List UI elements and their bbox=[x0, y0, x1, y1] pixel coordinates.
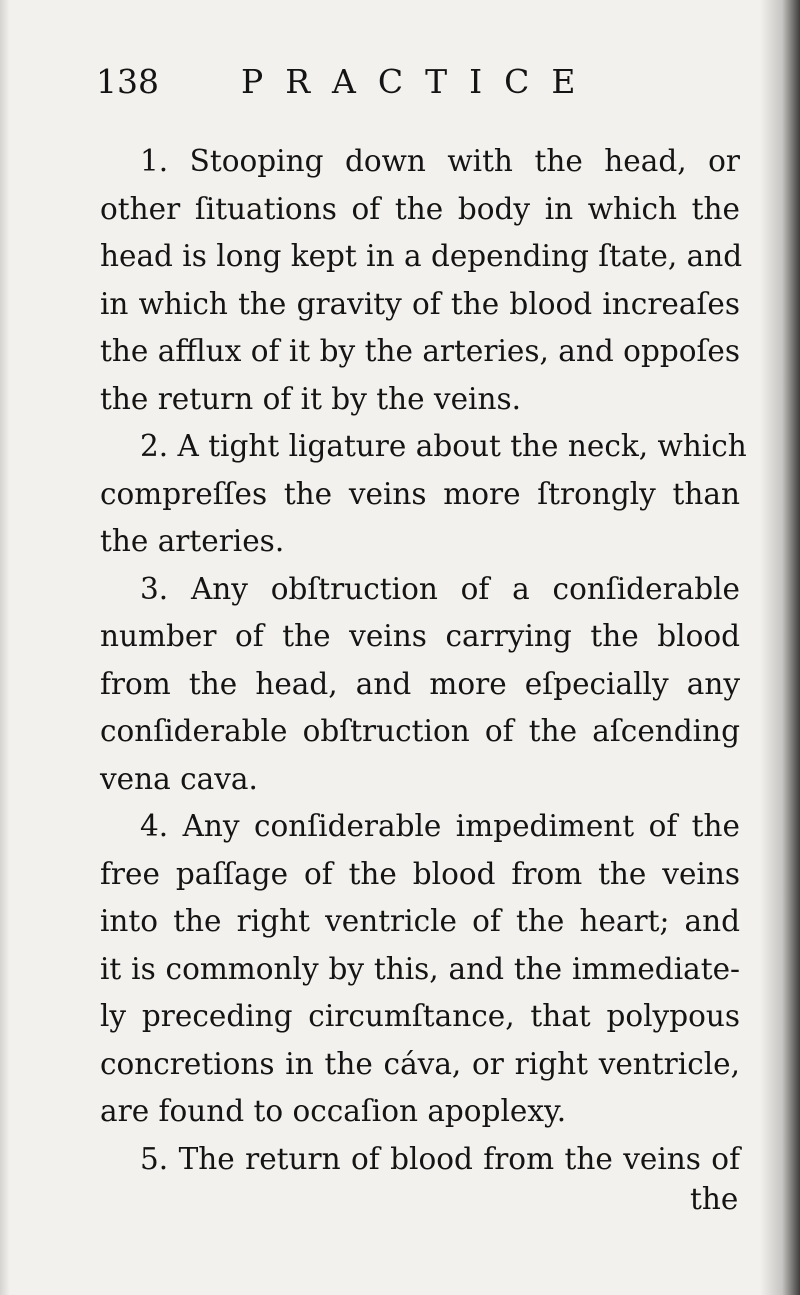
running-head: PRACTICE bbox=[241, 62, 598, 101]
text-line: are found to occaſion apoplexy. bbox=[100, 1094, 567, 1128]
text-line: in which the gravity of the blood increaſes bbox=[100, 286, 740, 321]
text-line: other ſituations of the body in which the bbox=[100, 191, 740, 226]
text-line: the return of it by the veins. bbox=[100, 381, 521, 416]
text-line: the arteries. bbox=[100, 524, 285, 558]
page-edge-shadow bbox=[760, 0, 800, 1295]
text-line: 1. Stooping down with the head, or bbox=[140, 144, 740, 178]
body-text bbox=[100, 138, 747, 1183]
text-line: 5. The return of blood from the veins of bbox=[140, 1141, 740, 1176]
text-line: compreſſes the veins more ſtrongly than bbox=[100, 476, 740, 511]
text-line: number of the veins carrying the blood bbox=[100, 619, 740, 653]
text-line: conſiderable obſtruction of the aſcending bbox=[100, 714, 740, 748]
page-header bbox=[96, 62, 736, 122]
text-line: 4. Any conſiderable impediment of the bbox=[140, 809, 740, 843]
page-gutter-shadow bbox=[0, 0, 10, 1295]
page-number: 138 bbox=[96, 62, 159, 101]
text-line: from the head, and more eſpecially any bbox=[100, 666, 740, 701]
text-line: into the right ventricle of the heart; and bbox=[100, 904, 740, 938]
text-line: 3. Any obſtruction of a conſiderable bbox=[140, 571, 740, 606]
text-line: the afflux of it by the arteries, and oppoſes bbox=[100, 334, 740, 368]
text-line: ly preceding circumſtance, that polypous bbox=[100, 999, 740, 1033]
text-line: free paſſage of the blood from the veins bbox=[100, 856, 740, 891]
text-line: concretions in the cáva, or right ventricle, bbox=[100, 1046, 740, 1081]
text-line: it is commonly by this, and the immediate- bbox=[100, 951, 740, 986]
text-line: 2. A tight ligature about the neck, which bbox=[140, 429, 747, 463]
text-line: vena cava. bbox=[100, 761, 258, 796]
catchword: the bbox=[690, 1182, 739, 1216]
text-line: head is long kept in a depending ſtate, and bbox=[100, 239, 743, 273]
